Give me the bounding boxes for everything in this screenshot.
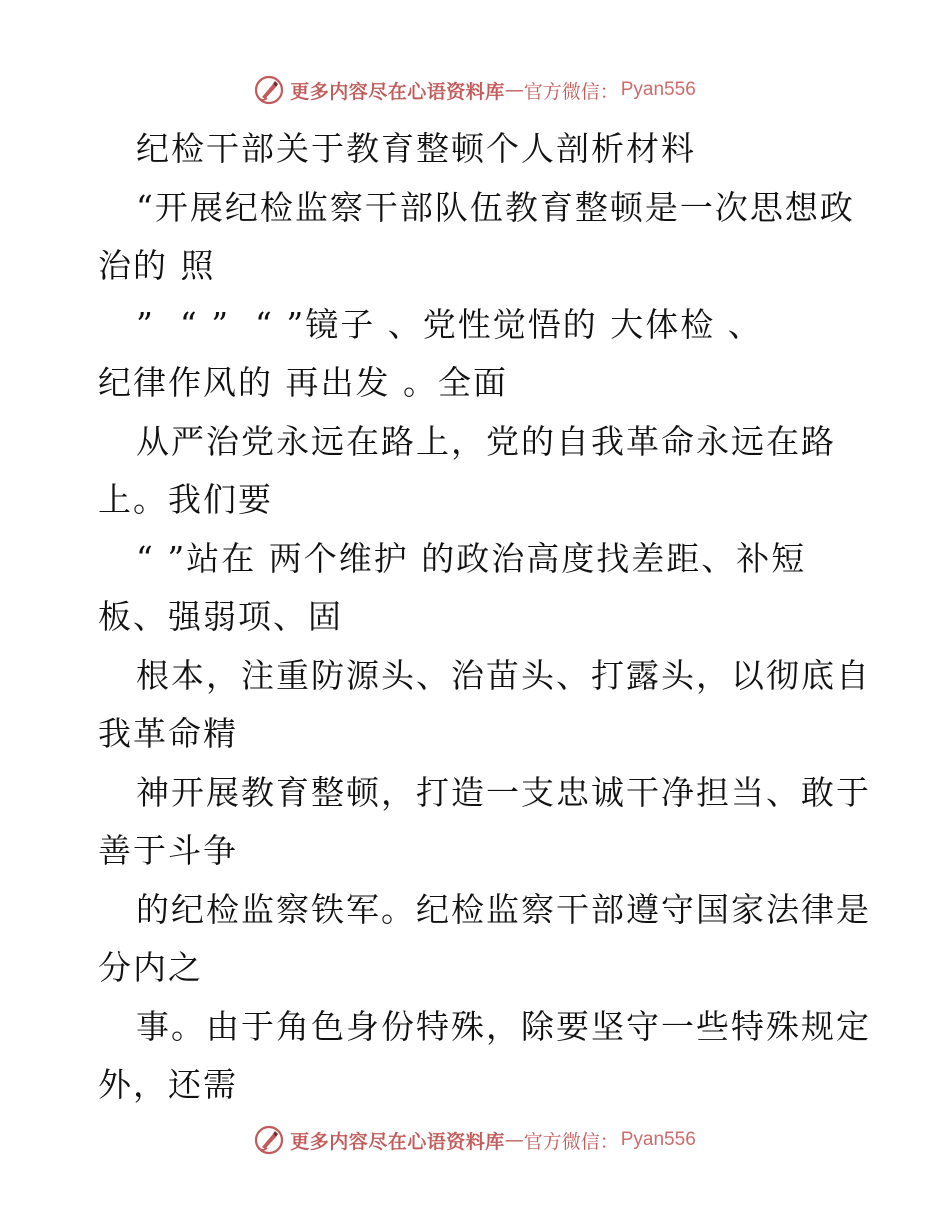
paragraph-line: 纪律作风的 再出发 。全面 [98,363,508,402]
banner-dash: — [504,79,524,101]
banner-wechat-label: 官方微信： [523,80,619,103]
paragraph-line: 神开展教育整顿，打造一支忠诚干净担当、敢于 [136,772,871,812]
paragraph-line: “ ”站在 两个维护 的政治高度找差距、补短 [136,538,807,578]
footer-watermark-banner [0,1120,950,1160]
paragraph-line: 外，还需 [98,1065,238,1104]
document-body [98,120,871,1115]
paragraph-line: “开展纪检监察干部队伍教育整顿是一次思想政 [136,187,855,227]
banner-library-text: 更多内容尽在心语资料库 [290,80,505,103]
banner-library-text: 更多内容尽在心语资料库 [290,1130,505,1153]
paragraph-line: 板、强弱项、固 [98,597,343,636]
paragraph-line: 从严治党永远在路上，党的自我革命永远在路 [136,421,836,461]
banner-wechat-id: Pyan556 [620,1129,696,1150]
paragraph-line: 上。我们要 [98,480,273,519]
paragraph-line: 治的 照 [98,246,216,285]
banner-wechat-label: 官方微信： [523,1130,619,1153]
paragraph-line: 我革命精 [98,714,238,753]
paragraph-line: 事。由于角色身份特殊，除要坚守一些特殊规定 [136,1006,871,1046]
paragraph-line: 善于斗争 [98,831,238,870]
document-title: 纪检干部关于教育整顿个人剖析材料 [136,129,696,168]
paragraph-line: 分内之 [98,948,203,987]
paragraph-line: ” “ ” “ ”镜子 、党性觉悟的 大体检 、 [136,304,763,344]
banner-wechat-id: Pyan556 [620,79,696,100]
pen-logo-icon [254,1125,284,1155]
paragraph-line: 的纪检监察铁军。纪检监察干部遵守国家法律是 [136,889,871,929]
header-watermark-banner [0,70,950,110]
paragraph-line: 根本，注重防源头、治苗头、打露头，以彻底自 [136,655,871,695]
banner-dash: — [504,1129,524,1151]
pen-logo-icon [254,75,284,105]
